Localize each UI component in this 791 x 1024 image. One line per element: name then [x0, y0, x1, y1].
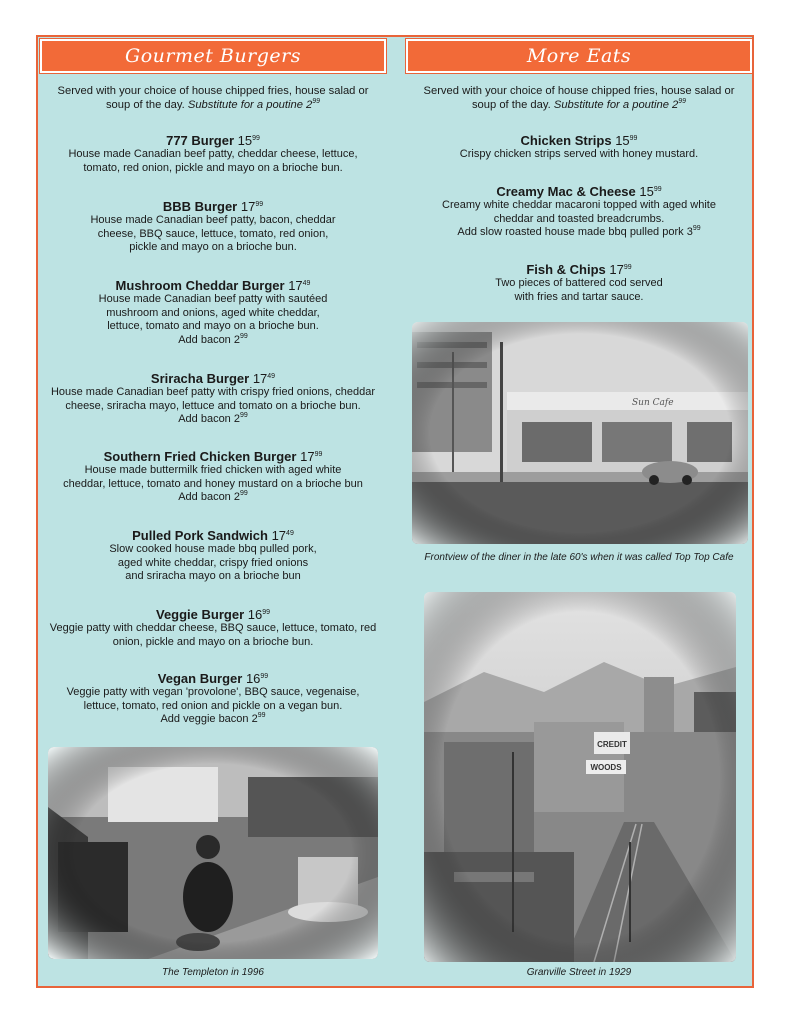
poutine-substitute: Substitute for a poutine $2^{99}$	[187, 98, 321, 111]
section-title: Gourmet Burgers	[125, 45, 301, 67]
menu-item: Veggie Burger $16^{99}$ Veggie patty with cheddar cheese, BBQ sauce, lettuce, tomato, red onion, pickle and mayo on a brioche bun.	[49, 607, 377, 648]
templeton-1996-photo	[48, 747, 378, 959]
menu-item: Fish & Chips $17^{99}$ Two pieces of battered cod served with fries and tartar sauce.	[495, 262, 663, 303]
menu-item: Vegan Burger $16^{99}$ Veggie patty with vegan 'provolone', BBQ sauce, vegenaise, lettuce, tomato, red onion and pickle on a vegan bun. Add veggie bacon $2^{99}$	[66, 671, 360, 725]
menu-page	[36, 35, 754, 988]
menu-item: 777 Burger $15^{99}$ House made Canadian beef patty, cheddar cheese, lettuce, tomato, red onion, pickle and mayo on a brioche bun.	[68, 133, 358, 174]
menu-item: Chicken Strips $15^{99}$ Crispy chicken strips served with honey mustard.	[459, 133, 699, 160]
photo-caption: Granville Street in 1929	[526, 967, 632, 978]
menu-item: BBB Burger $17^{99}$ House made Canadian beef patty, bacon, cheddar cheese, BBQ sauce, lettuce, tomato, red onion, pickle and mayo on a brioche bun.	[90, 199, 336, 253]
granville-street-image	[424, 592, 736, 962]
gourmet-burgers-column	[38, 37, 388, 986]
poutine-substitute: Substitute for a poutine $2^{99}$	[553, 98, 687, 111]
photo-caption: Frontview of the diner in the late 60's when it was called Top Top Cafe	[424, 552, 734, 563]
section-intro: Served with your choice of house chipped fries, house salad or soup of the day. Substitute for a poutine $2^{99}$	[57, 85, 369, 111]
section-header-gourmet-burgers	[40, 39, 386, 73]
more-eats-column	[404, 37, 754, 986]
photo-caption: The Templeton in 1996	[162, 967, 264, 978]
menu-item: Creamy Mac & Cheese $15^{99}$ Creamy white cheddar macaroni topped with aged white cheddar and toasted breadcrumbs. Add slow roasted house made bbq pulled pork $3^{99}$	[442, 184, 716, 238]
menu-item: Pulled Pork Sandwich $17^{49}$ Slow cooked house made bbq pulled pork, aged white cheddar, crispy fried onions and sriracha mayo on a brioche bun	[109, 528, 317, 582]
section-title: More Eats	[526, 45, 632, 67]
storefront-image	[412, 322, 748, 544]
top-top-cafe-photo	[412, 322, 748, 544]
granville-street-1929-photo	[424, 592, 736, 962]
section-header-more-eats	[406, 39, 752, 73]
diner-interior-image	[48, 747, 378, 959]
menu-item: Mushroom Cheddar Burger $17^{49}$ House made Canadian beef patty with sautéed mushroom and onions, aged white cheddar, lettuce, tomato and mayo on a brioche bun. Add bacon $2^{99}$	[98, 278, 328, 346]
section-intro: Served with your choice of house chipped fries, house salad or soup of the day. Substitute for a poutine $2^{99}$	[423, 85, 735, 111]
menu-item: Sriracha Burger $17^{49}$ House made Canadian beef patty with crispy fried onions, cheddar cheese, sriracha mayo, lettuce and tomato on a brioche bun. Add bacon $2^{99}$	[50, 371, 376, 425]
menu-item: Southern Fried Chicken Burger $17^{99}$ House made buttermilk fried chicken with aged white cheddar, lettuce, tomato and honey mustard on a brioche bun Add bacon $2^{99}$	[63, 449, 363, 503]
